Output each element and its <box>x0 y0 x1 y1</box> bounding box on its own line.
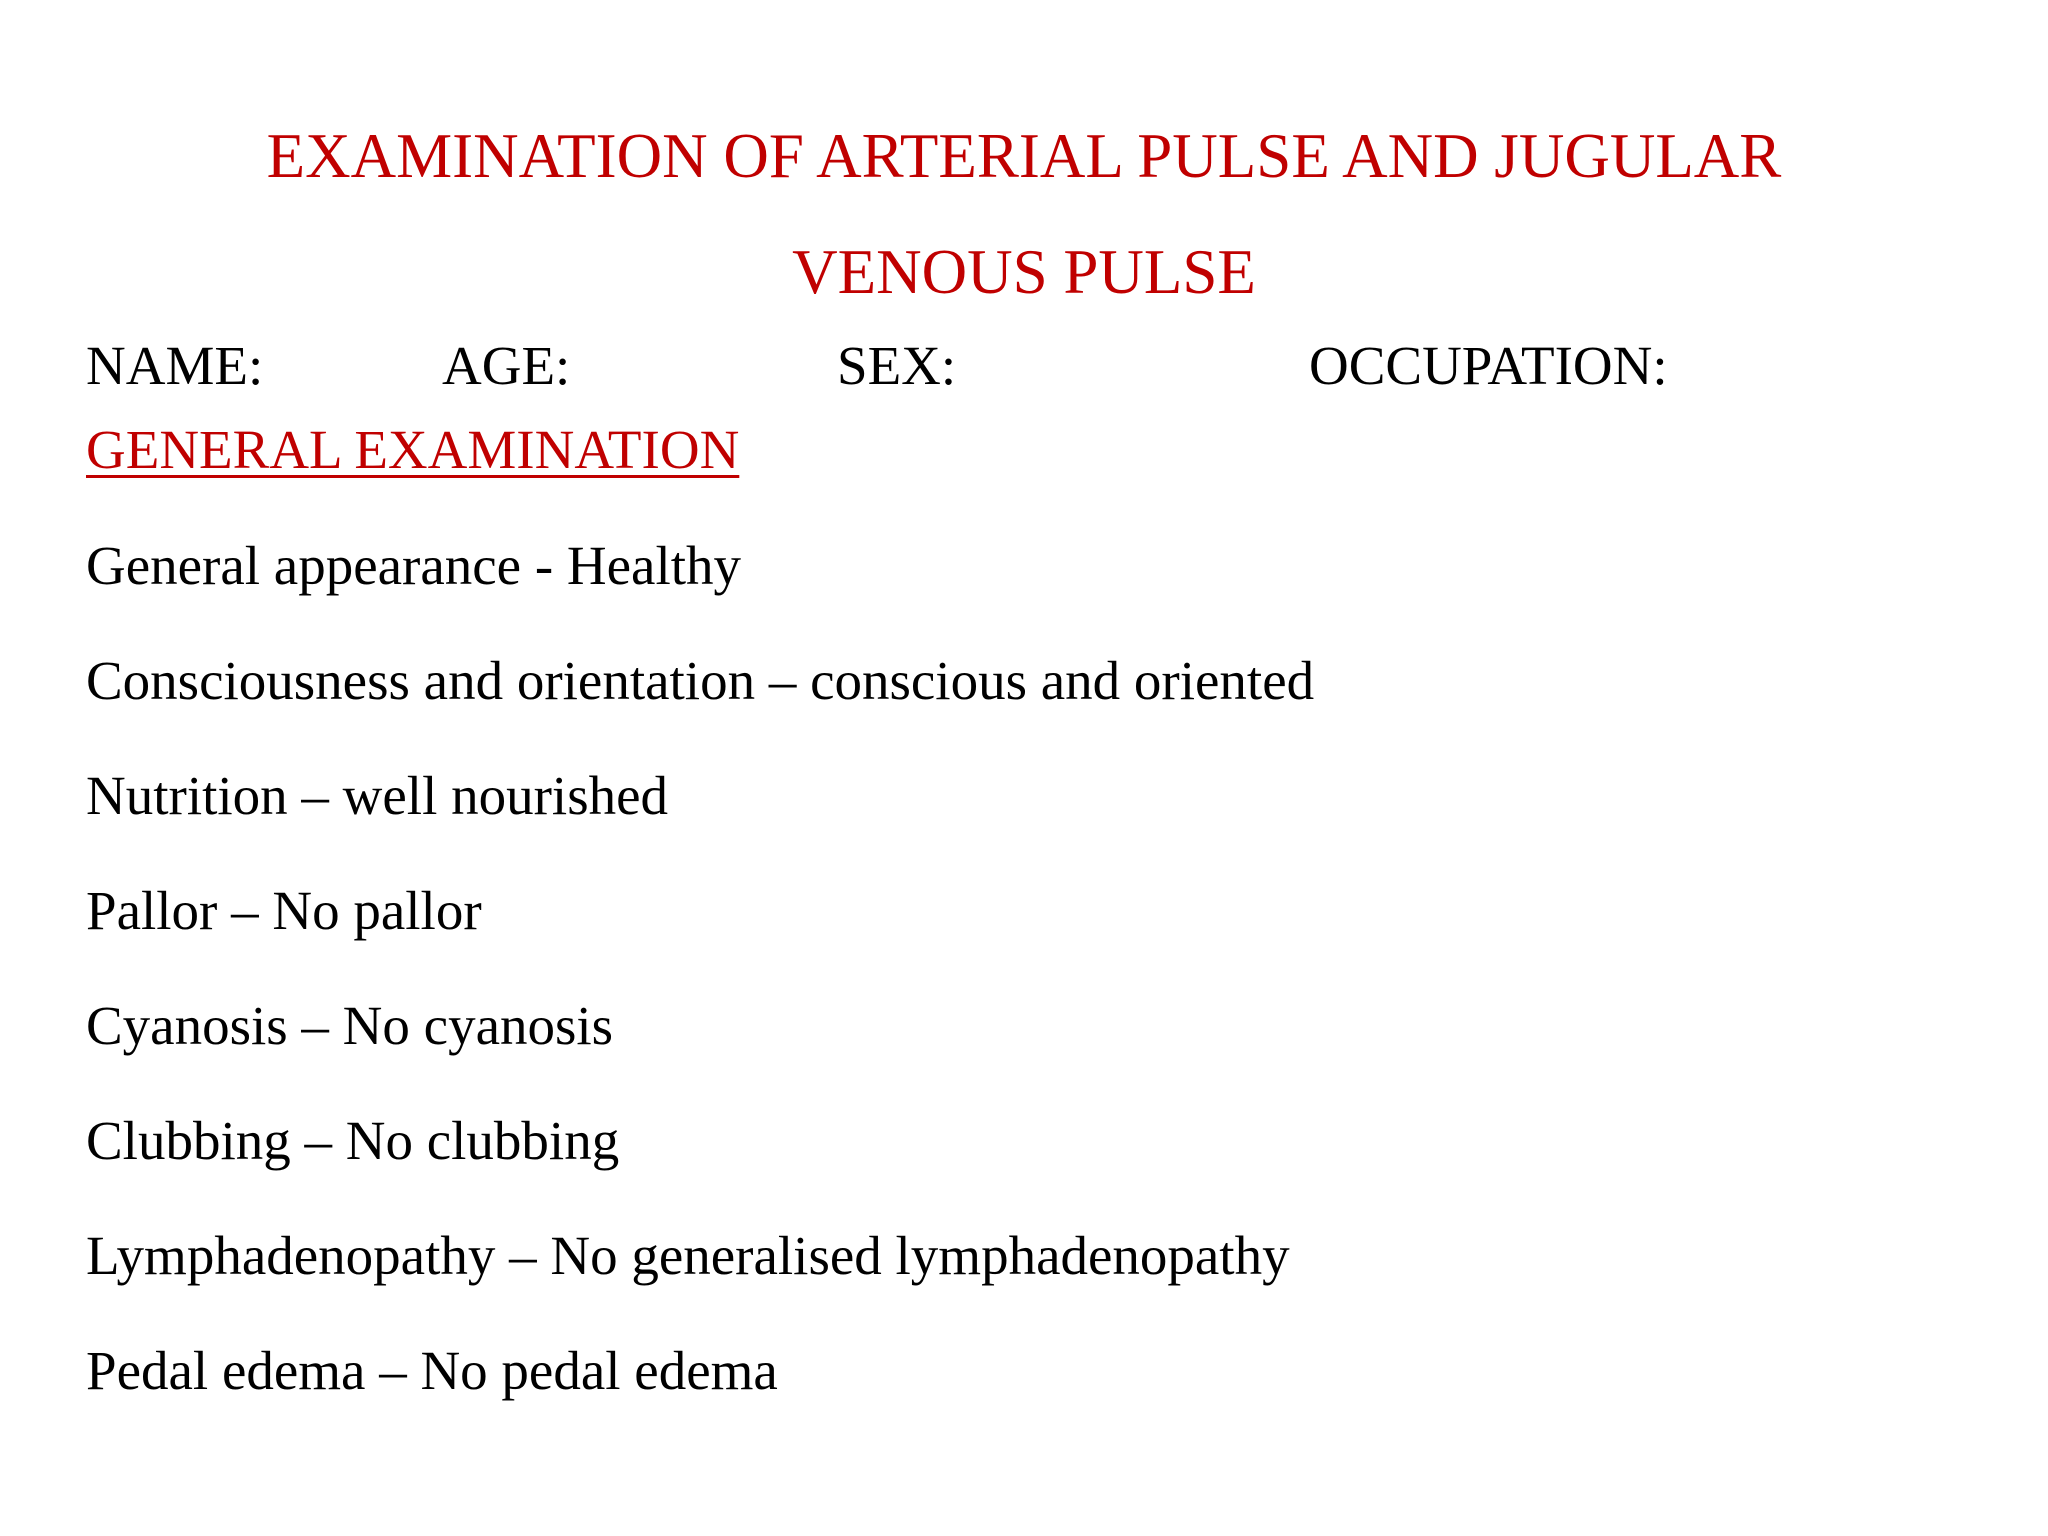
page-title-line-1: EXAMINATION OF ARTERIAL PULSE AND JUGULAR <box>266 121 1782 191</box>
finding-lymphadenopathy: Lymphadenopathy – No generalised lymphadenopathy <box>86 1225 1290 1286</box>
finding-pedal-edema: Pedal edema – No pedal edema <box>86 1340 778 1401</box>
finding-nutrition: Nutrition – well nourished <box>86 765 669 826</box>
page-title-line-2: VENOUS PULSE <box>792 237 1256 307</box>
name-field-label: NAME: <box>86 335 264 396</box>
sex-field-label: SEX: <box>837 335 957 396</box>
finding-clubbing: Clubbing – No clubbing <box>86 1110 620 1171</box>
section-heading-general-examination: GENERAL EXAMINATION <box>86 419 740 480</box>
age-field-label: AGE: <box>442 335 571 396</box>
finding-general-appearance: General appearance - Healthy <box>86 535 742 596</box>
finding-pallor: Pallor – No pallor <box>86 880 482 941</box>
finding-consciousness: Consciousness and orientation – conscious and oriented <box>86 650 1315 711</box>
finding-cyanosis: Cyanosis – No cyanosis <box>86 995 614 1056</box>
occupation-field-label: OCCUPATION: <box>1309 335 1668 396</box>
